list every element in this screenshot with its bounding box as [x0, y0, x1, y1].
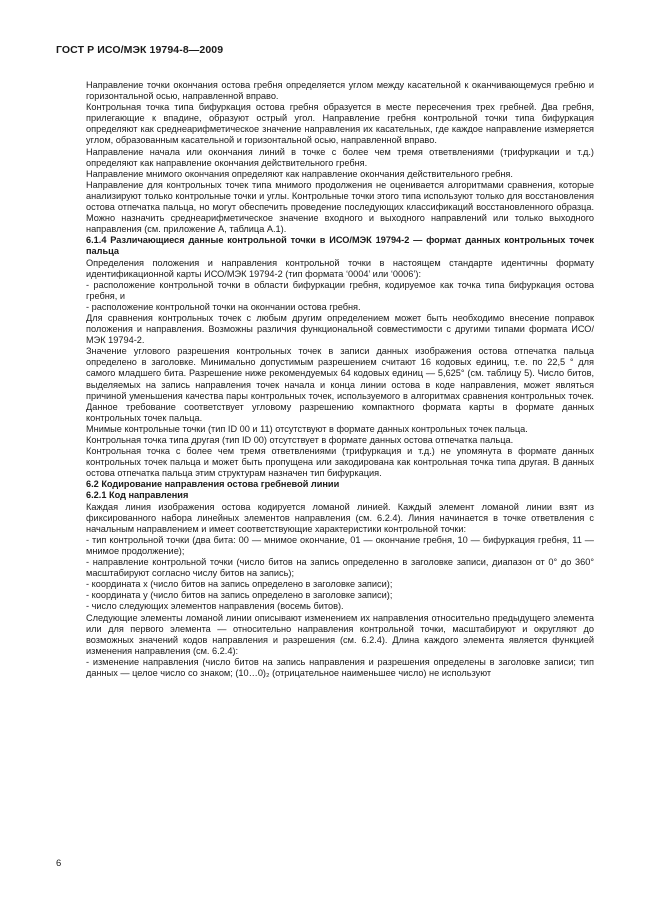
paragraph: Для сравнения контрольных точек с любым другим определением может быть необходимо внесение поправок положения и направления. Возможны различия функциональной совместимости с другими типами формата ИСО/МЭК 19794-2. [86, 312, 594, 346]
paragraph: Определения положения и направления контрольной точки в настоящем стандарте идентичны формату идентификационной карты ИСО/МЭК 19794-2 (тип формата ‘0004’ или ‘0006’): [86, 257, 594, 279]
document-body [86, 80, 594, 679]
list-item: - число следующих элементов направления (восемь битов). [86, 601, 344, 612]
list-item: - изменение направления (число битов на запись направления и разрешения определены в заголовке записи; тип данных — целое число со знаком; (10…0)₂ (отрицательное наименьшее число) не используют [86, 656, 594, 678]
paragraph: Направление начала или окончания линий в точке с более чем тремя ответвлениями (трифуркации и т.д.) определяют как направление окончания действительного гребня. [86, 146, 594, 168]
paragraph: Мнимые контрольные точки (тип ID 00 и 11) отсутствуют в формате данных контрольных точек пальца. [86, 423, 528, 434]
list-item: - координата x (число битов на запись определено в заголовке записи); [86, 579, 393, 590]
paragraph: Направление для контрольных точек типа мнимого продолжения не оценивается алгоритмами сравнения, которые анализируют только контрольные точки и углы. Контрольные точки этого типа используют только для восстановления остова отпечатка пальца, но могут обеспечить проведение последующих классификаций восстановленного образца. Можно назначить среднеарифметическое значение входного и выходного направлений или только выходного направления (см. приложение А, таблица А.1). [86, 179, 594, 235]
paragraph: Значение углового разрешения контрольных точек в записи данных изображения остова отпечатка пальца определено в заголовке. Минимально допустимым разрешением считают 16 кодовых единиц, т.е. по 22,5 ° для самого младшего бита. Разрешение ниже рекомендуемых 64 кодовых единиц — 5,625° (см. таблицу 5). Число битов, выделяемых на запись направления точек начала и конца линии остова в коде направления, может являться причиной уменьшения качества пары контрольных точек, используемого в алгоритмах сравнения контрольных точек. Данное требование соответствует угловому разрешению компактного формата карты в формате данных контрольных точек пальца. [86, 346, 594, 423]
section-heading: 6.2 Кодирование направления остова гребневой линии [86, 479, 340, 490]
subsection-heading: 6.2.1 Код направления [86, 490, 189, 501]
list-item: - координата y (число битов на запись определено в заголовке записи); [86, 590, 393, 601]
list-item: - тип контрольной точки (два бита: 00 — мнимое окончание, 01 — окончание гребня, 10 — бифуркация гребня, 11 — мнимое продолжение); [86, 534, 594, 556]
list-item: - расположение контрольной точки в области бифуркации гребня, кодируемое как точка типа бифуркация остова гребня, и [86, 279, 594, 301]
paragraph: Каждая линия изображения остова кодируется ломаной линией. Каждый элемент ломаной линии взят из фиксированного набора линейных элементов направления (см. 6.2.4). Линия начинается в точке ответвления с начальным направлением и имеет соответствующие характеристики контрольной точки: [86, 501, 594, 534]
list-item: - направление контрольной точки (число битов на запись определенно в заголовке записи, диапазон от 0° до 360° масштабируют согласно числу битов на запись); [86, 557, 594, 579]
document-header: ГОСТ Р ИСО/МЭК 19794-8—2009 [56, 44, 224, 56]
paragraph: Следующие элементы ломаной линии описывают изменением их направления относительно предыдущего элемента или для первого элемента — относительно направления контрольной точки, масштабируют и округляют до возможных значений кодов направления и разрешения (см. 6.2.4). Длина каждого элемента является функцией изменения направления (см. 6.2.4): [86, 612, 594, 656]
paragraph: Направление точки окончания остова гребня определяется углом между касательной к оканчивающемуся гребню и горизонтальной осью, направленной вправо. [86, 80, 594, 102]
paragraph: Контрольная точка типа бифуркация остова гребня образуется в месте пересечения трех гребней. Два гребня, прилегающие к впадине, образуют острый угол. Направление гребня контрольной точки типа бифуркация определяют как среднеарифметическое значение направления их касательных, где каждое направление измеряется углом, образованным касательной и горизонтальной осью, направленной вправо. [86, 102, 594, 146]
section-heading: 6.1.4 Различающиеся данные контрольной точки в ИСО/МЭК 19794-2 — формат данных контрольных точек пальца [86, 235, 594, 257]
list-item: - расположение контрольной точки на окончании остова гребня. [86, 301, 361, 312]
paragraph: Контрольная точка с более чем тремя ответвлениями (трифуркация и т.д.) не упомянута в формате данных контрольных точек пальца и может быть пропущена или закодирована как контрольная точка типа другая. В данных остова отпечатка пальца этим структурам назначен тип бифуркация. [86, 446, 594, 479]
paragraph: Направление мнимого окончания определяют как направление окончания действительного гребня. [86, 168, 513, 179]
paragraph: Контрольная точка типа другая (тип ID 00) отсутствует в формате данных остова отпечатка пальца. [86, 435, 514, 445]
page-number: 6 [56, 858, 62, 869]
